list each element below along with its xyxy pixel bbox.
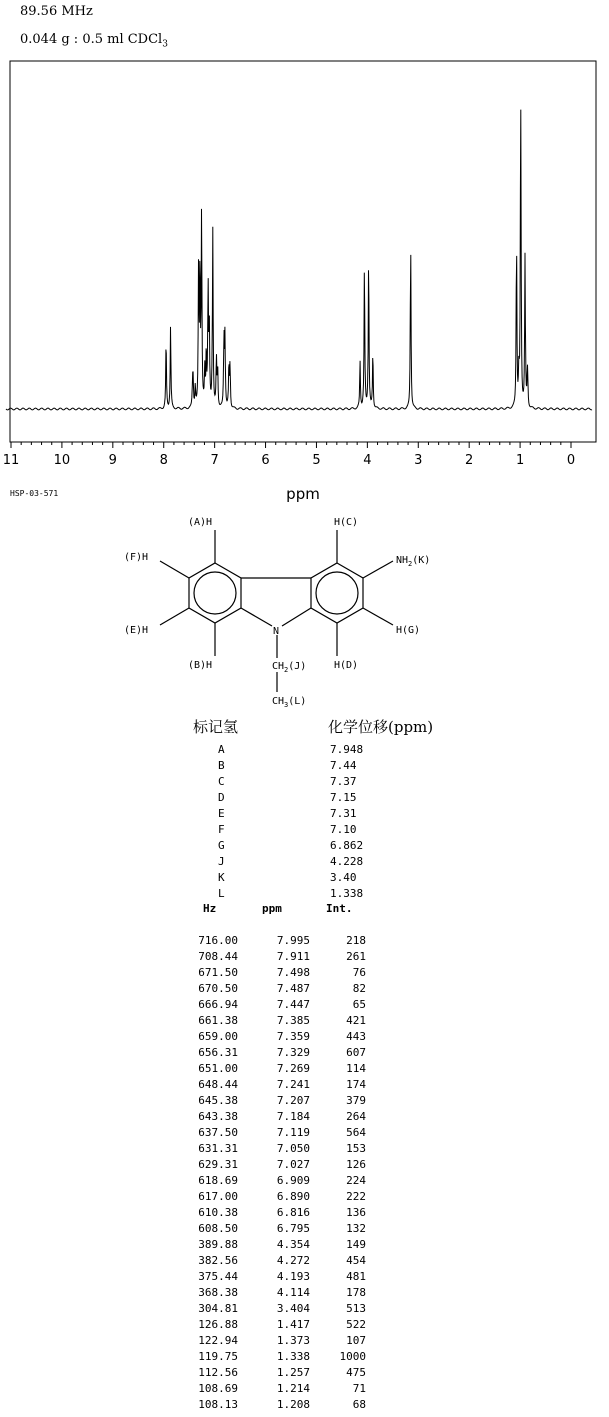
peak-row [0,1350,609,1366]
left-aromatic-circle [194,572,236,614]
label-j-subscript: 2 [284,666,289,674]
peak-ppm: 4.272 [276,1254,310,1267]
peak-row [0,1110,609,1126]
x-tick-label: 7 [210,453,219,468]
spectrum-trace [6,110,592,410]
peak-intensity: 475 [346,1366,366,1379]
peak-intensity: 224 [346,1174,366,1187]
peak-hz: 108.13 [198,1398,238,1411]
peak-intensity: 443 [346,1030,366,1043]
x-tick-label: 4 [363,453,372,468]
peak-hz: 126.88 [198,1318,238,1331]
assignment-label: G [218,839,225,852]
assignment-label: K [218,871,225,884]
peak-ppm: 1.214 [276,1382,310,1395]
x-tick-label: 3 [414,453,423,468]
label-k-subscript: 2 [408,560,413,568]
peak-hz: 108.69 [198,1382,238,1395]
peak-intensity: 379 [346,1094,366,1107]
peak-intensity: 136 [346,1206,366,1219]
assignment-shift: 6.862 [330,839,364,852]
peak-intensity: 153 [346,1142,366,1155]
sample-concentration [20,32,168,50]
assignment-shift: 7.37 [330,775,357,788]
peak-ppm: 6.890 [276,1190,310,1203]
peak-row [0,934,609,950]
peak-row [0,1238,609,1254]
peak-hz: 708.44 [198,950,238,963]
assignment-label: B [218,759,225,772]
peak-ppm: 7.329 [276,1046,310,1059]
peak-ppm: 1.338 [276,1350,310,1363]
n-bond-left [241,608,272,626]
peak-ppm: 1.208 [276,1398,310,1411]
peak-row [0,1398,609,1414]
peak-intensity: 1000 [339,1350,366,1363]
label-n: N [273,626,280,637]
peak-intensity: 264 [346,1110,366,1123]
peak-row [0,1030,609,1046]
assignment-label: E [218,807,225,820]
assignment-row [0,839,609,855]
peak-header-int: Int. [326,902,353,915]
label-e: (E)H [124,625,149,636]
label-d: H(D) [334,660,359,671]
spectrometer-frequency: 89.56 MHz [20,4,93,19]
bond-k [363,561,393,578]
peak-ppm: 7.050 [276,1142,310,1155]
label-l-suffix: (L) [288,696,307,707]
bond-e [160,608,189,625]
peak-hz: 112.56 [198,1366,238,1379]
peak-hz: 671.50 [198,966,238,979]
peak-ppm: 4.114 [276,1286,310,1299]
peak-hz: 304.81 [198,1302,238,1315]
label-g: H(G) [396,625,421,636]
peak-hz: 375.44 [198,1270,238,1283]
peak-row [0,1286,609,1302]
assignment-row [0,791,609,807]
peak-intensity: 114 [346,1062,366,1075]
label-l-subscript: 3 [284,701,289,708]
peak-row [0,1190,609,1206]
peak-ppm: 6.816 [276,1206,310,1219]
peak-intensity: 68 [352,1398,366,1411]
peak-hz: 666.94 [198,998,238,1011]
assignment-header-label: 标记氢 [193,718,239,736]
peak-hz: 648.44 [198,1078,238,1091]
peak-intensity: 82 [352,982,366,995]
peak-hz: 637.50 [198,1126,238,1139]
peak-ppm: 1.257 [276,1366,310,1379]
peak-hz: 651.00 [198,1062,238,1075]
assignment-row [0,775,609,791]
sample-subscript: 3 [162,39,168,50]
peak-hz: 382.56 [198,1254,238,1267]
bond-f [160,561,189,578]
peak-row [0,1014,609,1030]
peak-ppm: 1.373 [276,1334,310,1347]
peak-hz: 618.69 [198,1174,238,1187]
peak-row [0,1382,609,1398]
peak-row [0,1254,609,1270]
peak-intensity: 421 [346,1014,366,1027]
assignment-label: C [218,775,225,788]
label-j-suffix: (J) [288,661,307,672]
peak-ppm: 7.995 [276,934,310,947]
peak-ppm: 7.119 [276,1126,310,1139]
sample-concentration-text: 0.044 g : 0.5 ml CDCl [20,32,163,47]
peak-row [0,1334,609,1350]
assignment-label: L [218,887,225,900]
label-k [396,555,430,568]
peak-ppm: 6.909 [276,1174,310,1187]
peak-hz: 659.00 [198,1030,238,1043]
peak-hz: 617.00 [198,1190,238,1203]
peak-row [0,1078,609,1094]
peak-intensity: 65 [352,998,366,1011]
assignment-shift: 1.338 [330,887,364,900]
peak-intensity: 222 [346,1190,366,1203]
peak-hz: 670.50 [198,982,238,995]
assignment-row [0,855,609,871]
peak-intensity: 178 [346,1286,366,1299]
peak-row [0,1366,609,1382]
peak-intensity: 107 [346,1334,366,1347]
peak-row [0,1174,609,1190]
assignment-shift: 4.228 [330,855,364,868]
label-l [272,696,306,708]
peak-hz: 645.38 [198,1094,238,1107]
x-tick-label: 2 [465,453,474,468]
assignment-row [0,887,609,903]
label-c: H(C) [334,517,359,528]
peak-row [0,966,609,982]
x-tick-label: 9 [108,453,117,468]
peak-intensity: 218 [346,934,366,947]
assignment-shift: 7.10 [330,823,357,836]
peak-ppm: 4.354 [276,1238,310,1251]
x-tick-label: 8 [159,453,168,468]
peak-header-ppm: ppm [262,902,282,915]
peak-row [0,1206,609,1222]
peak-intensity: 149 [346,1238,366,1251]
label-k-suffix: (K) [412,555,431,566]
peak-ppm: 7.241 [276,1078,310,1091]
peak-intensity: 481 [346,1270,366,1283]
peak-ppm: 4.193 [276,1270,310,1283]
assignment-label: F [218,823,225,836]
assignment-shift: 7.948 [330,743,364,756]
nmr-spectrum-chart [0,55,609,507]
peak-row [0,1046,609,1062]
peak-intensity: 607 [346,1046,366,1059]
peak-intensity: 71 [352,1382,366,1395]
peak-ppm: 7.385 [276,1014,310,1027]
assignment-row [0,759,609,775]
peak-ppm: 7.498 [276,966,310,979]
label-f: (F)H [124,552,149,563]
peak-row [0,950,609,966]
assignment-shift: 7.44 [330,759,357,772]
label-j-text: CH [272,661,285,672]
peak-hz: 629.31 [198,1158,238,1171]
label-a: (A)H [188,517,213,528]
peak-intensity: 76 [352,966,366,979]
peak-ppm: 7.487 [276,982,310,995]
peak-intensity: 126 [346,1158,366,1171]
x-tick-label: 11 [2,453,20,468]
assignment-label: D [218,791,225,804]
peak-row [0,1270,609,1286]
peak-ppm: 7.911 [276,950,310,963]
peak-hz: 661.38 [198,1014,238,1027]
x-tick-label: 5 [312,453,321,468]
peak-intensity: 522 [346,1318,366,1331]
assignment-row [0,743,609,759]
peak-hz: 716.00 [198,934,238,947]
x-tick-label: 6 [261,453,270,468]
n-bond-right [282,608,311,626]
peak-ppm: 1.417 [276,1318,310,1331]
assignment-row [0,823,609,839]
peak-ppm: 7.359 [276,1030,310,1043]
peak-row [0,998,609,1014]
spectrum-code: HSP-03-571 [10,489,59,498]
peak-intensity: 564 [346,1126,366,1139]
peak-intensity: 513 [346,1302,366,1315]
peak-row [0,1126,609,1142]
peak-ppm: 7.447 [276,998,310,1011]
assignment-row [0,807,609,823]
peak-intensity: 261 [346,950,366,963]
peak-ppm: 6.795 [276,1222,310,1235]
assignment-label: A [218,743,225,756]
peak-hz: 643.38 [198,1110,238,1123]
peak-hz: 631.31 [198,1142,238,1155]
peak-row [0,1062,609,1078]
right-aromatic-circle [316,572,358,614]
assignment-label: J [218,855,225,868]
peak-row [0,982,609,998]
peak-header-hz: Hz [203,902,217,915]
peak-intensity: 132 [346,1222,366,1235]
assignment-shift: 7.31 [330,807,357,820]
peak-hz: 119.75 [198,1350,238,1363]
label-l-text: CH [272,696,285,707]
peak-intensity: 174 [346,1078,366,1091]
peak-ppm: 7.184 [276,1110,310,1123]
peak-row [0,1318,609,1334]
peak-hz: 389.88 [198,1238,238,1251]
label-k-text: NH [396,555,409,566]
x-tick-label: 0 [566,453,576,468]
peak-hz: 610.38 [198,1206,238,1219]
peak-ppm: 7.207 [276,1094,310,1107]
peak-row [0,1302,609,1318]
peak-hz: 368.38 [198,1286,238,1299]
peak-ppm: 7.027 [276,1158,310,1171]
peak-row [0,1142,609,1158]
label-b: (B)H [188,660,213,671]
peak-hz: 122.94 [198,1334,238,1347]
molecule-structure [110,508,470,708]
peak-ppm: 7.269 [276,1062,310,1075]
peak-row [0,1094,609,1110]
assignment-row [0,871,609,887]
peak-row [0,1158,609,1174]
bond-g [363,608,393,625]
assignment-header-shift: 化学位移(ppm) [328,718,434,736]
assignment-shift: 7.15 [330,791,357,804]
peak-ppm: 3.404 [276,1302,310,1315]
x-axis-label: ppm [286,485,320,503]
x-axis-ticks [3,442,575,468]
plot-frame [10,61,596,442]
peak-row [0,1222,609,1238]
x-tick-label: 10 [53,453,71,468]
assignment-shift: 3.40 [330,871,357,884]
peak-hz: 608.50 [198,1222,238,1235]
peak-hz: 656.31 [198,1046,238,1059]
peak-intensity: 454 [346,1254,366,1267]
x-tick-label: 1 [515,453,525,468]
